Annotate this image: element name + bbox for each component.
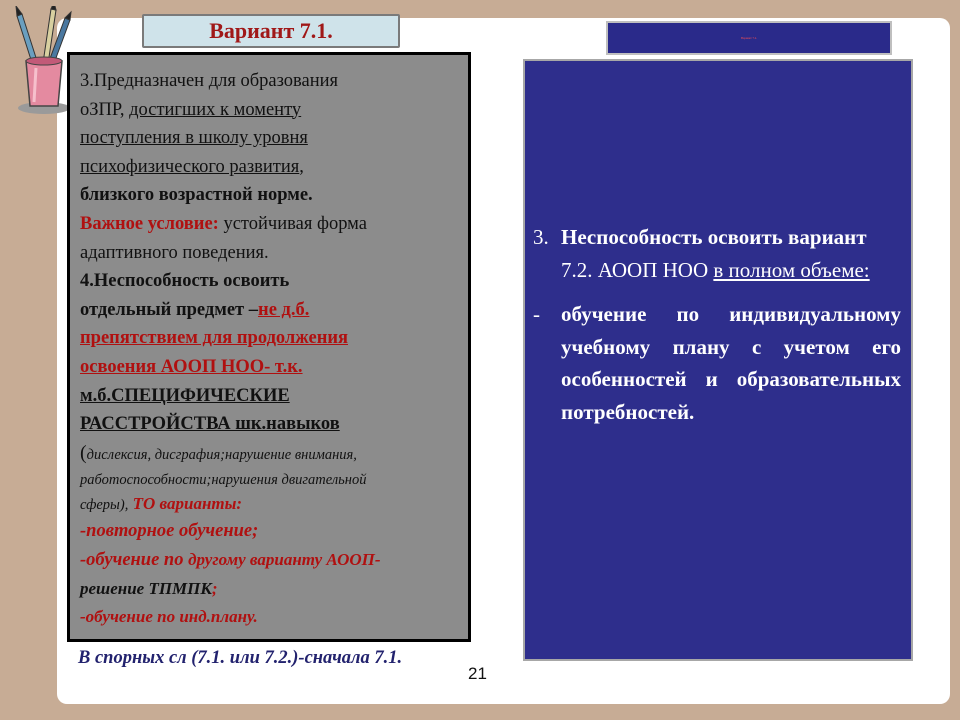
list-text: обучение по индивидуальному учебному плану с учетом его особенностей и образовательных потребностей. bbox=[561, 302, 901, 424]
text-line: сферы), ТО варианты: bbox=[80, 494, 243, 514]
text-line: Важное условие: устойчивая форма bbox=[80, 213, 367, 234]
list-number: 3. bbox=[533, 225, 549, 249]
text-line: работоспособности;нарушения двигательной bbox=[80, 472, 367, 489]
slide-title: Вариант 7.1. bbox=[142, 14, 400, 48]
list-item bbox=[533, 298, 901, 428]
text-line: -повторное обучение; bbox=[80, 521, 259, 542]
text-line: отдельный предмет –не д.б. bbox=[80, 299, 310, 320]
slide-number: 21 bbox=[468, 664, 487, 683]
variant-7-2-label: Вариант 7.2. bbox=[606, 21, 892, 55]
text-line: РАССТРОЙСТВА шк.навыков bbox=[80, 414, 340, 435]
text-line: м.б.СПЕЦИФИЧЕСКИЕ bbox=[80, 385, 290, 406]
text-line: поступления в школу уровня bbox=[80, 128, 308, 149]
text-line: близкого возрастной норме. bbox=[80, 185, 313, 206]
text-line: (дислексия, дисграфия;нарушение внимания, bbox=[80, 441, 357, 464]
bottom-note: В спорных сл (7.1. или 7.2.)-сначала 7.1. bbox=[78, 648, 403, 668]
list-item bbox=[533, 221, 901, 286]
text-line: освоения АООП НОО- т.к. bbox=[80, 356, 303, 377]
list-dash: - bbox=[533, 302, 540, 326]
text-line: 3.Предназначен для образования bbox=[80, 71, 339, 91]
variant-7-2-content bbox=[523, 59, 913, 661]
text-line: -обучение по инд.плану. bbox=[80, 607, 258, 627]
text-line: адаптивного поведения. bbox=[80, 242, 269, 263]
list-text: Неспособность освоить вариант 7.2. АООП НОО в полном объеме: bbox=[561, 225, 870, 282]
text-line: 4.Неспособность освоить bbox=[80, 271, 290, 292]
text-line: решение ТПМПК; bbox=[80, 578, 218, 598]
text-line: препятствием для продолжения bbox=[80, 328, 349, 349]
variant-7-1-content bbox=[67, 52, 471, 642]
text-line: оЗПР, достигших к моменту bbox=[80, 99, 302, 120]
text-line: психофизического развития, bbox=[80, 156, 304, 177]
text-line: -обучение по другому варианту АООП- bbox=[80, 549, 381, 570]
